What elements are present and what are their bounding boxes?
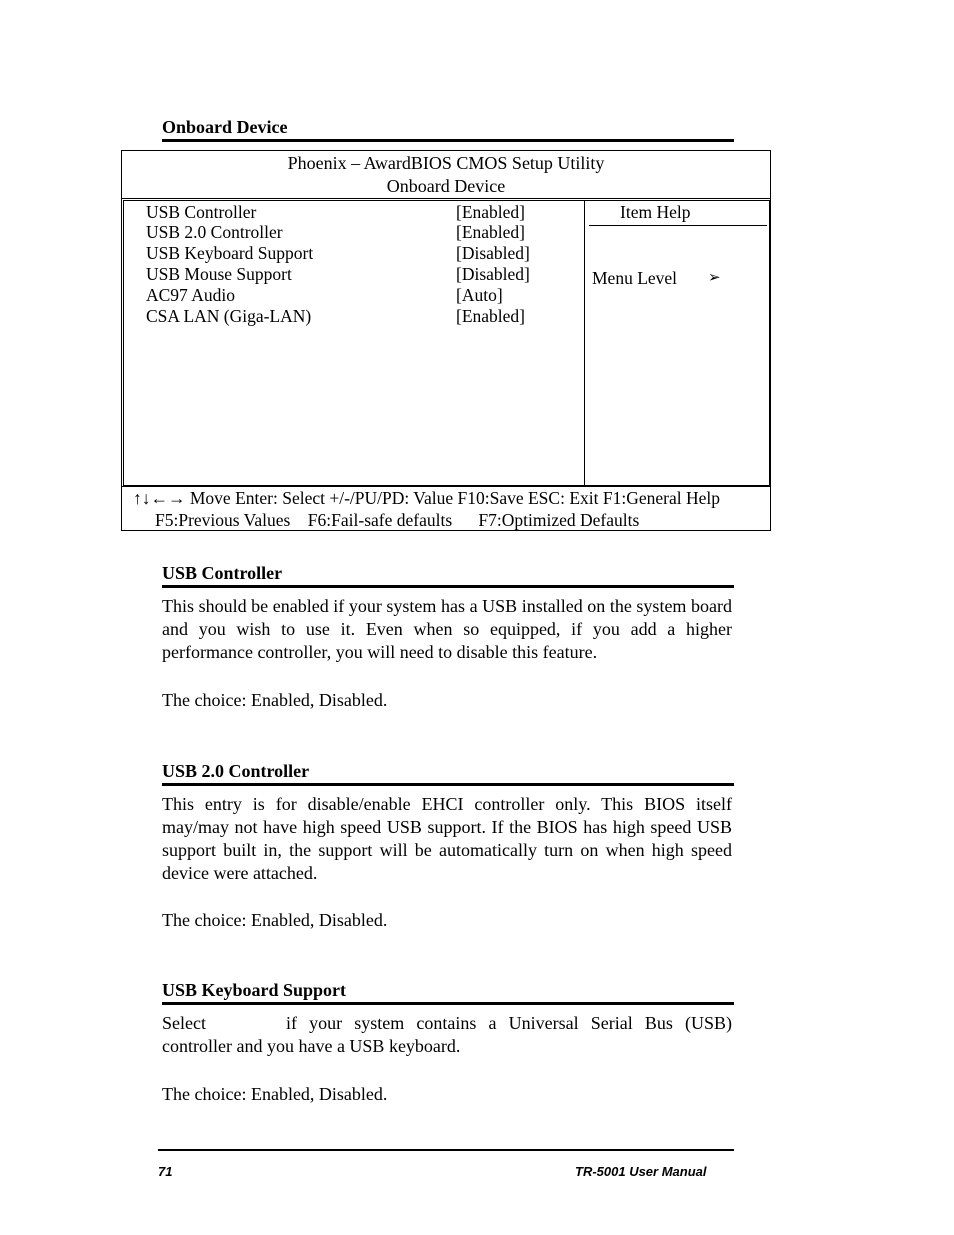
usb-keyboard-heading: USB Keyboard Support [162, 979, 734, 1005]
bios-title-divider [121, 198, 771, 199]
bios-value-ac97-audio: [Auto] [456, 285, 503, 305]
bios-value-usb-mouse: [Disabled] [456, 264, 530, 284]
usb20-controller-description: This entry is for disable/enable EHCI controller only. This BIOS itself may/may not have high speed USB support. If the BIOS has high speed USB support built in, the support will be automatically turn on when high speed device were attached. [162, 794, 732, 883]
usb-controller-description: This should be enabled if your system has a USB installed on the system board and you wish to use it. Even when so equipped, if you add a higher performance controller, you will need to disable this feature. [162, 596, 732, 662]
bios-value-usb20-controller: [Enabled] [456, 222, 525, 242]
usb-keyboard-description-start: Select [162, 1013, 206, 1033]
item-help-underline [589, 225, 767, 226]
bios-value-usb-controller: [Enabled] [456, 202, 525, 222]
bios-title-page: Onboard Device [386, 176, 506, 196]
arrowhead-right-icon: ➢ [708, 270, 721, 286]
usb20-controller-choice: The choice: Enabled, Disabled. [162, 910, 388, 930]
usb-keyboard-choice: The choice: Enabled, Disabled. [162, 1084, 388, 1104]
usb20-controller-heading: USB 2.0 Controller [162, 760, 734, 786]
bios-value-csa-lan: [Enabled] [456, 306, 525, 326]
section-heading: Onboard Device [162, 116, 734, 142]
bios-item-csa-lan: CSA LAN (Giga-LAN) [146, 306, 312, 326]
bios-value-usb-keyboard: [Disabled] [456, 243, 530, 263]
bios-key-legend-line1: ↑↓←→ Move Enter: Select +/-/PU/PD: Value F10:Save ESC: Exit F1:General Help [133, 488, 720, 508]
bios-help-divider [584, 200, 585, 486]
manual-title: TR-5001 User Manual [575, 1164, 707, 1179]
item-help-title: Item Help [620, 202, 691, 222]
bios-key-legend-line2: F5:Previous Values F6:Fail-safe defaults F7:Optimized Defaults [155, 510, 640, 530]
bios-item-ac97-audio: AC97 Audio [146, 285, 235, 305]
page-number: 71 [158, 1164, 173, 1179]
bios-item-usb-controller: USB Controller [146, 202, 257, 222]
usb-keyboard-description [162, 1012, 732, 1058]
bios-item-usb-keyboard: USB Keyboard Support [146, 243, 314, 263]
menu-level-label: Menu Level [592, 268, 678, 288]
footer-rule [158, 1149, 734, 1151]
usb-controller-heading: USB Controller [162, 562, 734, 588]
bios-item-usb-mouse: USB Mouse Support [146, 264, 292, 284]
bios-title [121, 150, 771, 198]
bios-item-usb20-controller: USB 2.0 Controller [146, 222, 283, 242]
usb-keyboard-description-rest: if your system contains a Universal Serial Bus (USB) controller and you have a USB keyboard. [162, 1013, 732, 1056]
usb-controller-choice: The choice: Enabled, Disabled. [162, 690, 388, 710]
bios-title-utility: Phoenix – AwardBIOS CMOS Setup Utility [287, 153, 605, 173]
bios-keys-divider [121, 486, 771, 487]
